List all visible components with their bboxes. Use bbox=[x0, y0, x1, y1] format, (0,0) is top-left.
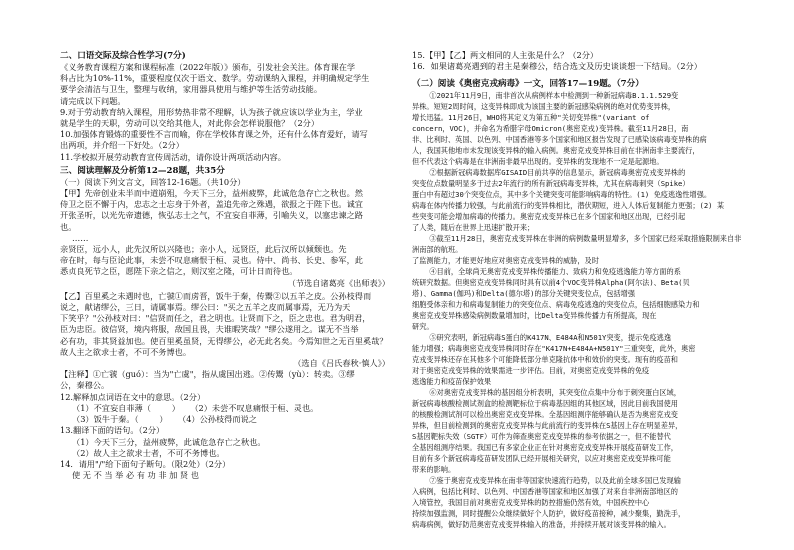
article-line: 逃逸能力和疫苗保护效果 bbox=[412, 377, 492, 387]
question-13-item: （2）故人主之欲求士者，不可不务博也。 bbox=[72, 447, 225, 458]
section2-line: 请完成以下问题。 bbox=[60, 95, 126, 106]
passage-jia-source: （节选自诸葛亮《出师表》） bbox=[287, 277, 390, 288]
article-line: 异株。短短2周时间，这变异株即成为该国主要的新冠感染病例的绝对优势变异株， bbox=[412, 102, 676, 112]
article-line: 克戎变异株还存在其他多个可能降低部分单克隆抗体中和效价的突变。现有的疫苗和 bbox=[412, 355, 678, 365]
article-line: 病毒病例，做好防范奥密克戎变异株输入的准备，并持续开展对该变异株的输入。 bbox=[412, 520, 671, 530]
article-line: 目前有多个新冠病毒疫苗研发团队已经开展相关研究，以应对奥密克戎变异株可能 bbox=[412, 454, 671, 464]
article-line: 塔)、Gamma(伽玛)和Delta(德尔塔)的部分关键突变位点，包括增强 bbox=[412, 289, 636, 299]
passage-yi-line: 必有功，非其贤益加也。使百里奚虽贤，无得缪公，必无此名矣。今焉知世之无百里奚哉？ bbox=[60, 335, 388, 346]
question-9: 9.对于劳动教育纳入课程，用形势热非常不理解，认为孩子就应该以学业为主，学业 bbox=[60, 106, 363, 117]
question-10-cont: 出两项，并介绍一下好处。（2分） bbox=[60, 140, 184, 151]
article-line: ③截至11月28日，奥密克戎变异株在非洲的病例数量明显增多，多个国家已经采取措施限制来自非洲南部的航班。 bbox=[412, 234, 742, 255]
passage-yi-source: （选自《吕氏春秋·慎人》） bbox=[293, 358, 390, 369]
article-line: 研究。 bbox=[412, 322, 434, 332]
article-line: ①2021年11月9日，南非首次从病例样本中检测到一种新冠病毒B.1.1.529变 bbox=[412, 91, 679, 101]
question-16: 16．如果诸葛亮遇到的君主是秦穆公，结合选文及历史谈谈想一下结局。（2分） bbox=[412, 61, 702, 72]
article-line: 入境管控，我国目前对奥密克戎变异株的防控措施仍然有效，中国疾控中心 bbox=[412, 498, 650, 508]
article-line: 持续加强监测，同时提醒公众继续做好个人防护，做好疫苗接种，减少聚集，勤洗手， bbox=[412, 509, 686, 519]
article-line: ④目前，全球尚无奥密克戎变异株传播能力、致病力和免疫逃逸能力等方面的系 bbox=[412, 267, 681, 277]
article-line: 细胞受体亲和力和病毒复制能力的突变位点、病毒免疫逃逸的突变位点，包括细胞感染力和 bbox=[412, 300, 700, 310]
question-13: 13.翻译下面的语句。（2分） bbox=[60, 425, 165, 436]
article-line: 全基因组测序结果。我国已有多家企业正在针对奥密克戎变异株开展疫苗研发工作， bbox=[412, 443, 678, 453]
passage-yi-line: 【乙】百里奚之未遇时也，亡虢①而虏晋，饭牛于秦，传鬻②以五羊之皮。公孙枝得而 bbox=[60, 290, 372, 301]
article-line: 对于奥密克戎变异株的效果需进一步评估。目前，对奥密克戎变异株的免疫 bbox=[412, 366, 650, 376]
passage-jia-line: 悉贞良死节之臣，愿陛下亲之信之，则汉室之隆，可计日而待也。 bbox=[60, 266, 298, 277]
right-column bbox=[412, 50, 742, 530]
article-line: concern，VOC)，并命名为希腊字母Omicron(奥密克戎)变异株。截至11月28日，南 bbox=[412, 124, 689, 134]
article-line: ②根据新冠病毒数据库GISAID目前共享的信息显示，新冠病毒奥密克戎变异株的 bbox=[412, 168, 686, 178]
question-13-item: （1）今天下三分，益州疲弊，此诚危急存亡之秋也。 bbox=[72, 436, 266, 447]
section2-title: 二、口语交际及综合性学习(7分) bbox=[60, 51, 186, 61]
passage-jia-line: 亲贤臣，远小人，此先汉所以兴隆也；亲小人，远贤臣，此后汉所以倾颓也。先 bbox=[60, 244, 347, 255]
question-12: 12.解释加点词语在文中的意思。（2分） bbox=[60, 391, 206, 402]
part1-title: （一）阅读下列文言文，回答12-16题。（共10分） bbox=[60, 176, 246, 187]
passage-yi-line: 故人主之欲求士者，不可不务博也。 bbox=[60, 346, 192, 357]
article-line: ⑤研究表明，新冠病毒S蛋白的K417N、E484A和N501Y突变，提示免疫逃逸 bbox=[412, 333, 672, 343]
section2-line: 《义务教育课程方案和课程标准（2022年版）》颁布，引发社会关注。体育课在学 bbox=[60, 62, 356, 72]
question-12-items: （1）不宜妄自菲薄（ ） （2）未尝不叹息痛恨于桓、灵也。 bbox=[72, 402, 319, 413]
article-line: 能力增强；病毒奥密克戎变异株同时存在"K417N+E484A+N501Y"三重突变，此外，奥密 bbox=[412, 344, 696, 354]
question-10: 10.加强体育锻炼的重要性不言而喻，你在学校体育课之外，还有什么体育爱好，请写 bbox=[60, 129, 368, 140]
passage-yi-line: 下笑乎？"公孙枝对曰："信贤而任之，君之明也。让贤而下之，臣之忠也。君为明君， bbox=[60, 313, 371, 324]
part2-title: （二）阅读《奥密克戎病毒》一文，回答17—19题。（7分） bbox=[412, 79, 644, 90]
passage-jia-line: 侍卫之臣不懈于内，忠志之士忘身于外者，盖追先帝之殊遇，欲报之于陛下也。诚宜 bbox=[60, 199, 363, 210]
article-line: 但不代表这个病毒是在非洲南非最早出现的。变异株的发现地不一定是起源地。 bbox=[412, 157, 664, 167]
article-line: 奥密克戎变异株感染病例数量增加时，比Delta变异株传播力有所提高，现在 bbox=[412, 311, 657, 321]
article-line: 突变位点数量明显多于过去2年流行的所有新冠病毒变异株，尤其在病毒刺突（Spike） bbox=[412, 179, 690, 189]
passage-yi-line: 说之，献诸缪公，三日，请属事焉。缪公曰："买之五羊之皮而属事焉，无乃为天 bbox=[60, 302, 351, 313]
question-14: 14．请用"/"给下面句子断句。（限2处）（2分） bbox=[60, 458, 231, 469]
passage-jia-line: 帝在时，每与臣论此事，未尝不叹息痛恨于桓、灵也。侍中、尚书、长史、参军，此 bbox=[60, 255, 363, 266]
article-line: 了监测能力，才能更好地应对奥密克戎变异株的威胁，及时 bbox=[412, 256, 599, 266]
question-9-cont: 就是学生的天职，劳动可以交给其他人，对此你会怎样说服他？（2分） bbox=[60, 118, 320, 129]
passage-jia-line: 开张圣听，以光先帝遗德，恢弘志士之气，不宜妄自菲薄，引喻失义，以塞忠谏之路 bbox=[60, 210, 363, 221]
article-line: 带来的影响。 bbox=[412, 465, 456, 475]
passage-jia-line: 【甲】先帝创业未半而中道崩殂，今天下三分，益州疲弊，此诚危急存亡之秋也。然 bbox=[60, 188, 363, 199]
article-line: 的核酸检测试剂可以检出奥密克戎变异株。全基因组测序能够确认是否为奥密克戎变 bbox=[412, 410, 678, 420]
article-line: ⑦鉴于奥密克戎变异株在南非等国家快速流行趋势，以及此前全球多国已发现输 bbox=[412, 476, 681, 486]
article-line: 人，我国其他地市未发现该变异株的输入病例。奥密克戎变异株目前在非洲南非主要流行， bbox=[412, 146, 700, 156]
annotation: 【注释】①亡虢（guó）：当为"亡虞"，指从虞国出逃。②传鬻（yù）：转卖。③缪 bbox=[60, 369, 355, 380]
ellipsis: …… bbox=[72, 232, 89, 243]
passage-yi-line: 臣为忠臣。彼信贤，境内将服，敌国且畏，夫谁暇笑哉？"缪公遂用之。谋无不当举 bbox=[60, 324, 359, 335]
annotation-cont: 公，秦穆公。 bbox=[60, 380, 110, 391]
article-line: 些突变可能会增加病毒的传播力。奥密克戎变异株已在多个国家和地区出现，已经引起 bbox=[412, 212, 686, 222]
article-line: 病毒在体内传播力较强，与此前流行的变异株相比，潜伏期短，进入人体后复制能力更强；(2) 某 bbox=[412, 201, 725, 211]
article-line: 统研究数据。但奥密克戎变异株同时具有以前4个VOC变异株Alpha(阿尔法)、Beta(贝 bbox=[412, 278, 690, 288]
section2-line: 要学会清洁与卫生，整理与收纳，家用器具使用与维护等生活劳动技能。 bbox=[60, 84, 323, 95]
article-line: 非、比利时、英国、以色列、中国香港等多个国家和地区报告发现了已感染该病毒变异株的病 bbox=[412, 135, 707, 145]
article-line: 新冠病毒核酸检测试剂盒的检测靶标位于病毒基因组的其他区域，因此目前我国使用 bbox=[412, 399, 678, 409]
section3-title: 三、阅读理解及分析第12—28题，共35分 bbox=[60, 165, 225, 176]
left-column bbox=[60, 50, 390, 481]
question-15: 15.【甲】【乙】两文相同的人主张是什么？（2分） bbox=[412, 50, 599, 60]
article-line: 蛋白中有超过30个突变位点，其中多个关键突变可能影响病毒的特性。(1) 免疫逃逸性增强。 bbox=[412, 190, 712, 200]
question-11: 11.学校拟开展劳动教育宣传周活动，请你设计两项活动内容。 bbox=[60, 151, 286, 162]
question-14-sentence: 使 无 不 当 举 必 有 功 非 加 贤 也 bbox=[72, 470, 199, 481]
question-12-items: （3）饭牛于秦。（ ） （4）公孙枝得而说之 bbox=[72, 414, 257, 425]
passage-jia-line: 也。 bbox=[60, 221, 77, 232]
article-line: 增长迅猛。11月26日，WHO将其定义为第五种"关切变异株"(variant of bbox=[412, 113, 650, 123]
article-line: ⑥对奥密克戎变异株的基因组分析表明，其突变位点集中分布于刺突蛋白区域， bbox=[412, 388, 681, 398]
article-line: S基因靶标失效（SGTF）可作为筛查奥密克戎变异株的参考依据之一，但不能替代 bbox=[412, 432, 671, 442]
article-line: 入病例，包括比利时、以色列、中国香港等国家和地区加强了对来自非洲南部地区的 bbox=[412, 487, 678, 497]
article-line: 了人类，随后在世界上迅速扩散开来； bbox=[412, 223, 535, 233]
article-line: 异株，但目前检测到的奥密克戎变异株与此前流行的变异株在S基因上存在明显差异， bbox=[412, 421, 683, 431]
section2-line: 科占比为10%-11%，重要程度仅次于语文、数学。劳动课纳入课程，并明确规定学生 bbox=[60, 73, 370, 84]
